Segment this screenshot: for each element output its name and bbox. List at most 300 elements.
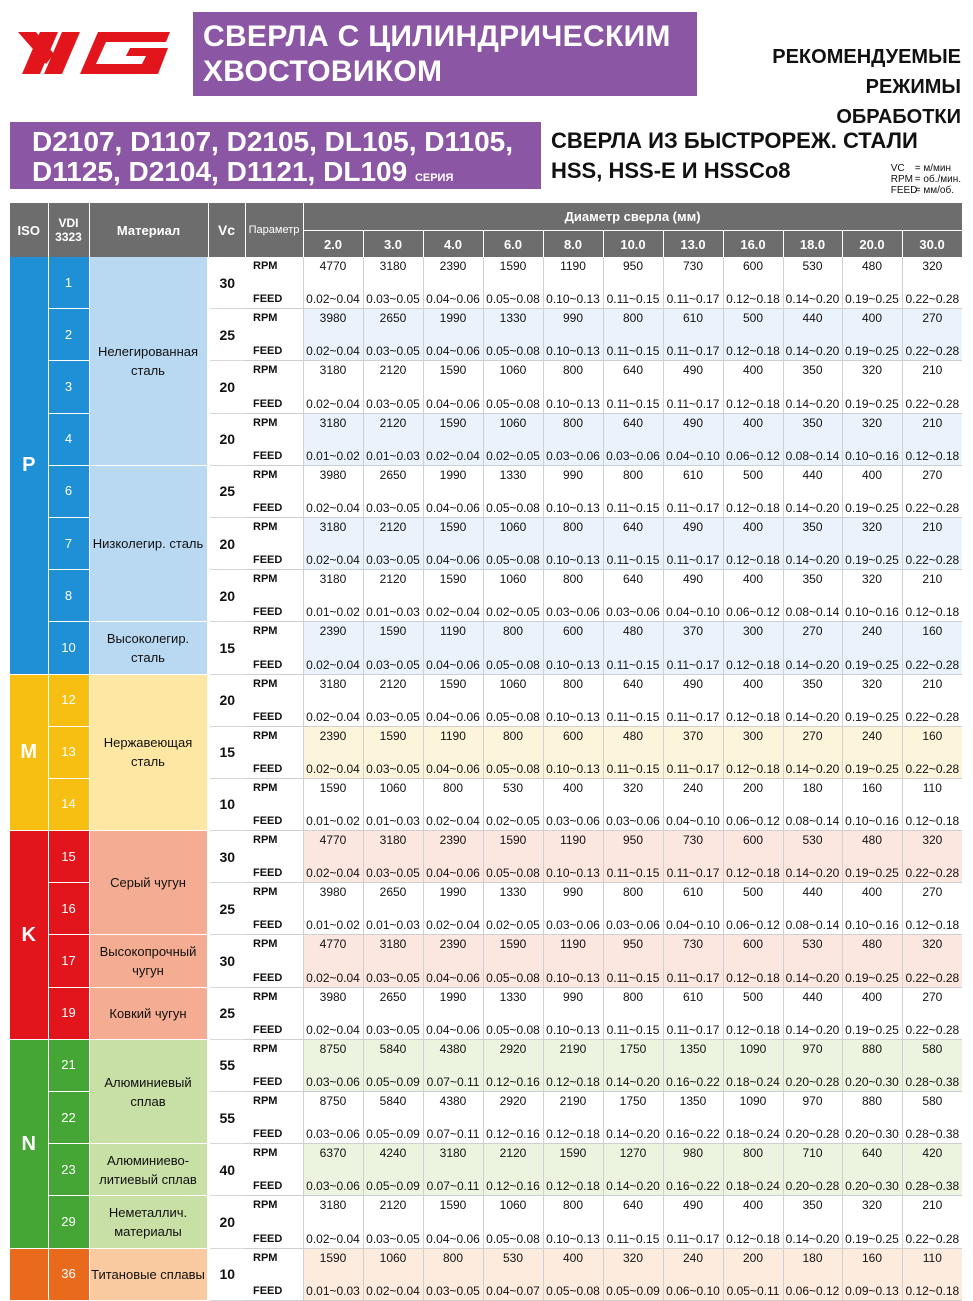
feed-cell: 0.02~0.04 xyxy=(303,1013,363,1039)
vdi-cell: 15 xyxy=(48,831,89,883)
vdi-cell: 13 xyxy=(48,726,89,778)
param-label-rpm: RPM xyxy=(245,726,303,752)
feed-cell: 0.04~0.06 xyxy=(423,335,483,361)
rpm-cell: 1060 xyxy=(483,674,543,700)
feed-cell: 0.20~0.28 xyxy=(783,1065,842,1091)
param-label-feed: FEED xyxy=(245,1118,303,1144)
feed-cell: 0.03~0.06 xyxy=(603,439,663,465)
param-label-feed: FEED xyxy=(245,596,303,622)
feed-cell: 0.14~0.20 xyxy=(783,1013,842,1039)
rpm-cell: 500 xyxy=(723,987,783,1013)
feed-cell: 0.11~0.17 xyxy=(663,752,723,778)
diameter-header: 18.0 xyxy=(783,231,842,258)
rpm-cell: 4770 xyxy=(303,831,363,857)
rpm-cell: 800 xyxy=(543,674,603,700)
legend-value: = м/мин xyxy=(914,163,952,174)
feed-cell: 0.05~0.09 xyxy=(603,1274,663,1300)
feed-cell: 0.19~0.25 xyxy=(842,1222,902,1248)
feed-cell: 0.05~0.08 xyxy=(483,1013,543,1039)
feed-cell: 0.14~0.20 xyxy=(783,1222,842,1248)
vc-cell: 10 xyxy=(208,778,245,830)
diameter-header: 30.0 xyxy=(902,231,962,258)
rpm-cell: 800 xyxy=(483,622,543,648)
feed-cell: 0.14~0.20 xyxy=(783,700,842,726)
rpm-cell: 950 xyxy=(603,257,663,283)
feed-cell: 0.12~0.18 xyxy=(723,283,783,309)
feed-cell: 0.22~0.28 xyxy=(902,648,962,674)
vc-cell: 55 xyxy=(208,1092,245,1144)
feed-cell: 0.14~0.20 xyxy=(603,1170,663,1196)
feed-cell: 0.10~0.13 xyxy=(543,491,603,517)
series-line-2: D1125, D2104, D1121, DL109 xyxy=(32,156,408,187)
feed-cell: 0.05~0.08 xyxy=(483,700,543,726)
rpm-cell: 2120 xyxy=(363,361,423,387)
feed-cell: 0.19~0.25 xyxy=(842,961,902,987)
feed-cell: 0.11~0.15 xyxy=(603,387,663,413)
rpm-cell: 1190 xyxy=(423,726,483,752)
feed-cell: 0.10~0.13 xyxy=(543,857,603,883)
vc-cell: 25 xyxy=(208,465,245,517)
vdi-cell: 19 xyxy=(48,987,89,1039)
rpm-cell: 420 xyxy=(902,1144,962,1170)
rpm-cell: 600 xyxy=(723,257,783,283)
rpm-cell: 1060 xyxy=(363,1248,423,1274)
vdi-cell: 36 xyxy=(48,1248,89,1300)
rpm-cell: 970 xyxy=(783,1092,842,1118)
rpm-cell: 490 xyxy=(663,413,723,439)
feed-cell: 0.10~0.13 xyxy=(543,1222,603,1248)
rpm-cell: 320 xyxy=(842,413,902,439)
feed-cell: 0.22~0.28 xyxy=(902,752,962,778)
rpm-cell: 530 xyxy=(483,778,543,804)
header-iso: ISO xyxy=(10,203,48,257)
feed-cell: 0.03~0.05 xyxy=(363,283,423,309)
feed-cell: 0.28~0.38 xyxy=(902,1065,962,1091)
iso-group-cell: K xyxy=(10,831,48,1040)
vc-cell: 20 xyxy=(208,570,245,622)
feed-cell: 0.01~0.02 xyxy=(303,596,363,622)
diameter-header: 16.0 xyxy=(723,231,783,258)
rpm-cell: 1590 xyxy=(543,1144,603,1170)
feed-cell: 0.14~0.20 xyxy=(783,491,842,517)
feed-cell: 0.02~0.04 xyxy=(423,596,483,622)
rpm-cell: 1590 xyxy=(423,674,483,700)
rpm-cell: 350 xyxy=(783,1196,842,1222)
feed-cell: 0.14~0.20 xyxy=(783,857,842,883)
feed-cell: 0.04~0.10 xyxy=(663,596,723,622)
rpm-cell: 350 xyxy=(783,413,842,439)
feed-cell: 0.05~0.08 xyxy=(483,491,543,517)
rpm-cell: 400 xyxy=(723,674,783,700)
table-row xyxy=(10,674,962,700)
feed-cell: 0.03~0.05 xyxy=(363,700,423,726)
feed-cell: 0.22~0.28 xyxy=(902,1013,962,1039)
rpm-cell: 800 xyxy=(603,309,663,335)
rpm-cell: 640 xyxy=(603,674,663,700)
feed-cell: 0.16~0.22 xyxy=(663,1170,723,1196)
rpm-cell: 320 xyxy=(902,831,962,857)
param-label-rpm: RPM xyxy=(245,257,303,283)
feed-cell: 0.03~0.06 xyxy=(303,1118,363,1144)
feed-cell: 0.12~0.18 xyxy=(723,752,783,778)
feed-cell: 0.20~0.28 xyxy=(783,1118,842,1144)
feed-cell: 0.03~0.05 xyxy=(363,648,423,674)
param-label-feed: FEED xyxy=(245,961,303,987)
diameter-header: 13.0 xyxy=(663,231,723,258)
feed-cell: 0.19~0.25 xyxy=(842,857,902,883)
rpm-cell: 400 xyxy=(723,517,783,543)
rpm-cell: 1590 xyxy=(423,413,483,439)
feed-cell: 0.01~0.03 xyxy=(363,439,423,465)
rpm-cell: 400 xyxy=(842,883,902,909)
feed-cell: 0.02~0.05 xyxy=(483,596,543,622)
vdi-cell: 29 xyxy=(48,1196,89,1248)
feed-cell: 0.22~0.28 xyxy=(902,544,962,570)
param-label-feed: FEED xyxy=(245,283,303,309)
feed-cell: 0.04~0.06 xyxy=(423,283,483,309)
feed-cell: 0.02~0.04 xyxy=(303,544,363,570)
diameter-header: 6.0 xyxy=(483,231,543,258)
feed-cell: 0.04~0.10 xyxy=(663,439,723,465)
table-row xyxy=(10,1248,962,1274)
rpm-cell: 640 xyxy=(603,517,663,543)
rpm-cell: 800 xyxy=(543,570,603,596)
material-cell: Высоколегир. сталь xyxy=(89,622,208,674)
rpm-cell: 350 xyxy=(783,361,842,387)
rpm-cell: 800 xyxy=(423,1248,483,1274)
rpm-cell: 970 xyxy=(783,1039,842,1065)
feed-cell: 0.22~0.28 xyxy=(902,491,962,517)
rpm-cell: 800 xyxy=(483,726,543,752)
rpm-cell: 640 xyxy=(603,361,663,387)
rpm-cell: 2920 xyxy=(483,1039,543,1065)
rpm-cell: 270 xyxy=(902,883,962,909)
rpm-cell: 990 xyxy=(543,883,603,909)
rpm-cell: 350 xyxy=(783,570,842,596)
rpm-cell: 990 xyxy=(543,309,603,335)
feed-cell: 0.12~0.16 xyxy=(483,1118,543,1144)
vc-cell: 15 xyxy=(208,622,245,674)
feed-cell: 0.11~0.17 xyxy=(663,1013,723,1039)
feed-cell: 0.01~0.03 xyxy=(363,804,423,830)
iso-group-cell: P xyxy=(10,257,48,674)
feed-cell: 0.05~0.08 xyxy=(483,648,543,674)
rpm-cell: 4380 xyxy=(423,1092,483,1118)
rpm-cell: 440 xyxy=(783,987,842,1013)
feed-cell: 0.10~0.16 xyxy=(842,596,902,622)
feed-cell: 0.12~0.18 xyxy=(902,596,962,622)
rpm-cell: 3180 xyxy=(303,517,363,543)
rpm-cell: 240 xyxy=(663,1248,723,1274)
feed-cell: 0.03~0.05 xyxy=(363,1013,423,1039)
param-label-feed: FEED xyxy=(245,700,303,726)
feed-cell: 0.04~0.06 xyxy=(423,387,483,413)
hss-line-1: СВЕРЛА ИЗ БЫСТРОРЕЖ. СТАЛИ xyxy=(551,128,918,153)
rpm-cell: 320 xyxy=(842,1196,902,1222)
param-label-feed: FEED xyxy=(245,857,303,883)
series-suffix: СЕРИЯ xyxy=(414,172,454,184)
diameter-header: 3.0 xyxy=(363,231,423,258)
param-label-rpm: RPM xyxy=(245,935,303,961)
feed-cell: 0.11~0.15 xyxy=(603,491,663,517)
material-cell: Неметаллич. материалы xyxy=(89,1196,208,1248)
rpm-cell: 1590 xyxy=(303,1248,363,1274)
rpm-cell: 2650 xyxy=(363,883,423,909)
rpm-cell: 4770 xyxy=(303,257,363,283)
feed-cell: 0.12~0.18 xyxy=(723,544,783,570)
feed-cell: 0.02~0.04 xyxy=(303,491,363,517)
rpm-cell: 1350 xyxy=(663,1092,723,1118)
rpm-cell: 1590 xyxy=(303,778,363,804)
header-vc: Vc xyxy=(208,203,245,257)
rpm-cell: 2390 xyxy=(423,831,483,857)
rpm-cell: 400 xyxy=(723,570,783,596)
rpm-cell: 270 xyxy=(783,622,842,648)
rpm-cell: 1060 xyxy=(483,570,543,596)
rpm-cell: 640 xyxy=(603,413,663,439)
rpm-cell: 2120 xyxy=(363,517,423,543)
feed-cell: 0.01~0.03 xyxy=(363,596,423,622)
rpm-cell: 800 xyxy=(543,413,603,439)
feed-cell: 0.05~0.08 xyxy=(483,752,543,778)
vc-cell: 15 xyxy=(208,726,245,778)
vdi-cell: 21 xyxy=(48,1039,89,1091)
rpm-cell: 1330 xyxy=(483,883,543,909)
rpm-cell: 370 xyxy=(663,726,723,752)
rpm-cell: 1330 xyxy=(483,465,543,491)
rpm-cell: 440 xyxy=(783,465,842,491)
rpm-cell: 400 xyxy=(723,361,783,387)
rpm-cell: 2390 xyxy=(423,257,483,283)
rpm-cell: 3180 xyxy=(303,361,363,387)
series-banner xyxy=(10,122,541,189)
feed-cell: 0.02~0.04 xyxy=(303,857,363,883)
diameter-header: 2.0 xyxy=(303,231,363,258)
diameter-header: 20.0 xyxy=(842,231,902,258)
rpm-cell: 1330 xyxy=(483,987,543,1013)
rpm-cell: 530 xyxy=(483,1248,543,1274)
rpm-cell: 4770 xyxy=(303,935,363,961)
rpm-cell: 2390 xyxy=(423,935,483,961)
rpm-cell: 800 xyxy=(543,517,603,543)
rpm-cell: 1190 xyxy=(423,622,483,648)
diameter-header: 8.0 xyxy=(543,231,603,258)
feed-cell: 0.14~0.20 xyxy=(783,961,842,987)
feed-cell: 0.22~0.28 xyxy=(902,857,962,883)
rpm-cell: 3180 xyxy=(303,1196,363,1222)
iso-group-cell: M xyxy=(10,674,48,831)
rpm-cell: 1190 xyxy=(543,935,603,961)
feed-cell: 0.16~0.22 xyxy=(663,1118,723,1144)
rpm-cell: 2120 xyxy=(483,1144,543,1170)
rpm-cell: 3980 xyxy=(303,987,363,1013)
rpm-cell: 2650 xyxy=(363,465,423,491)
feed-cell: 0.01~0.03 xyxy=(303,1274,363,1300)
rpm-cell: 3180 xyxy=(363,257,423,283)
vc-cell: 10 xyxy=(208,1248,245,1300)
recommended-modes-heading xyxy=(681,42,961,132)
vdi-cell: 23 xyxy=(48,1144,89,1196)
series-line-1: D2107, D1107, D2105, DL105, D1105, xyxy=(32,126,514,157)
feed-cell: 0.22~0.28 xyxy=(902,335,962,361)
feed-cell: 0.28~0.38 xyxy=(902,1170,962,1196)
param-label-feed: FEED xyxy=(245,491,303,517)
feed-cell: 0.11~0.17 xyxy=(663,335,723,361)
rpm-cell: 3180 xyxy=(363,935,423,961)
param-label-rpm: RPM xyxy=(245,883,303,909)
feed-cell: 0.07~0.11 xyxy=(423,1065,483,1091)
rpm-cell: 350 xyxy=(783,517,842,543)
recommended-line-2: ОБРАБОТКИ xyxy=(836,106,961,128)
feed-cell: 0.08~0.14 xyxy=(783,439,842,465)
hss-line-2: HSS, HSS-E И HSSCo8 xyxy=(551,158,791,183)
feed-cell: 0.20~0.30 xyxy=(842,1065,902,1091)
rpm-cell: 710 xyxy=(783,1144,842,1170)
rpm-cell: 1750 xyxy=(603,1039,663,1065)
vdi-cell: 1 xyxy=(48,257,89,309)
rpm-cell: 270 xyxy=(902,987,962,1013)
rpm-cell: 640 xyxy=(842,1144,902,1170)
rpm-cell: 400 xyxy=(543,1248,603,1274)
feed-cell: 0.06~0.10 xyxy=(663,1274,723,1300)
rpm-cell: 270 xyxy=(902,309,962,335)
feed-cell: 0.01~0.02 xyxy=(303,439,363,465)
rpm-cell: 3180 xyxy=(303,570,363,596)
header-param: Параметр xyxy=(245,203,303,257)
rpm-cell: 800 xyxy=(723,1144,783,1170)
feed-cell: 0.10~0.13 xyxy=(543,544,603,570)
vc-cell: 20 xyxy=(208,361,245,413)
feed-cell: 0.11~0.15 xyxy=(603,335,663,361)
feed-cell: 0.06~0.12 xyxy=(783,1274,842,1300)
param-label-feed: FEED xyxy=(245,1274,303,1300)
rpm-cell: 990 xyxy=(543,987,603,1013)
header-vdi: VDI 3323 xyxy=(48,203,89,257)
vc-cell: 20 xyxy=(208,413,245,465)
rpm-cell: 3980 xyxy=(303,309,363,335)
feed-cell: 0.05~0.08 xyxy=(483,857,543,883)
rpm-cell: 350 xyxy=(783,674,842,700)
rpm-cell: 1590 xyxy=(423,1196,483,1222)
rpm-cell: 400 xyxy=(723,1196,783,1222)
feed-cell: 0.05~0.08 xyxy=(483,544,543,570)
feed-cell: 0.03~0.05 xyxy=(363,544,423,570)
legend-key: FEED xyxy=(890,185,918,196)
feed-cell: 0.03~0.06 xyxy=(603,596,663,622)
rpm-cell: 210 xyxy=(902,570,962,596)
feed-cell: 0.11~0.17 xyxy=(663,387,723,413)
param-label-rpm: RPM xyxy=(245,570,303,596)
rpm-cell: 3980 xyxy=(303,883,363,909)
feed-cell: 0.08~0.14 xyxy=(783,596,842,622)
rpm-cell: 490 xyxy=(663,674,723,700)
rpm-cell: 1590 xyxy=(483,831,543,857)
rpm-cell: 730 xyxy=(663,257,723,283)
param-label-rpm: RPM xyxy=(245,309,303,335)
feed-cell: 0.10~0.13 xyxy=(543,1013,603,1039)
rpm-cell: 500 xyxy=(723,465,783,491)
feed-cell: 0.03~0.06 xyxy=(303,1065,363,1091)
feed-cell: 0.02~0.04 xyxy=(303,961,363,987)
rpm-cell: 160 xyxy=(902,726,962,752)
feed-cell: 0.06~0.12 xyxy=(723,909,783,935)
feed-cell: 0.01~0.02 xyxy=(303,804,363,830)
yg-logo xyxy=(10,12,185,84)
feed-cell: 0.14~0.20 xyxy=(603,1065,663,1091)
feed-cell: 0.03~0.05 xyxy=(363,752,423,778)
feed-cell: 0.02~0.04 xyxy=(423,909,483,935)
feed-cell: 0.11~0.15 xyxy=(603,544,663,570)
feed-cell: 0.02~0.04 xyxy=(303,387,363,413)
rpm-cell: 1330 xyxy=(483,309,543,335)
rpm-cell: 320 xyxy=(902,935,962,961)
feed-cell: 0.12~0.18 xyxy=(723,387,783,413)
feed-cell: 0.14~0.20 xyxy=(783,648,842,674)
vc-cell: 30 xyxy=(208,935,245,987)
feed-cell: 0.03~0.05 xyxy=(363,961,423,987)
param-label-feed: FEED xyxy=(245,1013,303,1039)
material-cell: Алюминиево-литиевый сплав xyxy=(89,1144,208,1196)
rpm-cell: 530 xyxy=(783,935,842,961)
rpm-cell: 1590 xyxy=(363,726,423,752)
feed-cell: 0.03~0.05 xyxy=(423,1274,483,1300)
feed-cell: 0.05~0.08 xyxy=(483,387,543,413)
vdi-cell: 6 xyxy=(48,465,89,517)
feed-cell: 0.02~0.04 xyxy=(303,700,363,726)
rpm-cell: 640 xyxy=(603,570,663,596)
feed-cell: 0.04~0.06 xyxy=(423,544,483,570)
feed-cell: 0.12~0.18 xyxy=(543,1170,603,1196)
rpm-cell: 400 xyxy=(842,309,902,335)
rpm-cell: 4380 xyxy=(423,1039,483,1065)
param-label-feed: FEED xyxy=(245,804,303,830)
feed-cell: 0.11~0.17 xyxy=(663,648,723,674)
feed-cell: 0.03~0.06 xyxy=(603,804,663,830)
feed-cell: 0.11~0.15 xyxy=(603,648,663,674)
rpm-cell: 480 xyxy=(842,257,902,283)
feed-cell: 0.04~0.06 xyxy=(423,1013,483,1039)
feed-cell: 0.03~0.05 xyxy=(363,387,423,413)
rpm-cell: 1350 xyxy=(663,1039,723,1065)
feed-cell: 0.12~0.16 xyxy=(483,1170,543,1196)
feed-cell: 0.11~0.15 xyxy=(603,752,663,778)
feed-cell: 0.10~0.13 xyxy=(543,700,603,726)
param-label-rpm: RPM xyxy=(245,1248,303,1274)
feed-cell: 0.04~0.06 xyxy=(423,491,483,517)
feed-cell: 0.12~0.18 xyxy=(543,1118,603,1144)
rpm-cell: 800 xyxy=(543,361,603,387)
rpm-cell: 320 xyxy=(842,361,902,387)
vc-cell: 30 xyxy=(208,257,245,309)
feed-cell: 0.01~0.02 xyxy=(303,909,363,935)
table-row xyxy=(10,1039,962,1065)
feed-cell: 0.04~0.10 xyxy=(663,804,723,830)
feed-cell: 0.11~0.15 xyxy=(603,1222,663,1248)
rpm-cell: 320 xyxy=(603,1248,663,1274)
param-label-feed: FEED xyxy=(245,909,303,935)
vdi-cell: 12 xyxy=(48,674,89,726)
feed-cell: 0.19~0.25 xyxy=(842,648,902,674)
rpm-cell: 5840 xyxy=(363,1039,423,1065)
rpm-cell: 8750 xyxy=(303,1092,363,1118)
rpm-cell: 600 xyxy=(723,935,783,961)
rpm-cell: 180 xyxy=(783,1248,842,1274)
rpm-cell: 400 xyxy=(842,987,902,1013)
rpm-cell: 610 xyxy=(663,465,723,491)
feed-cell: 0.01~0.03 xyxy=(363,909,423,935)
rpm-cell: 160 xyxy=(902,622,962,648)
rpm-cell: 270 xyxy=(902,465,962,491)
